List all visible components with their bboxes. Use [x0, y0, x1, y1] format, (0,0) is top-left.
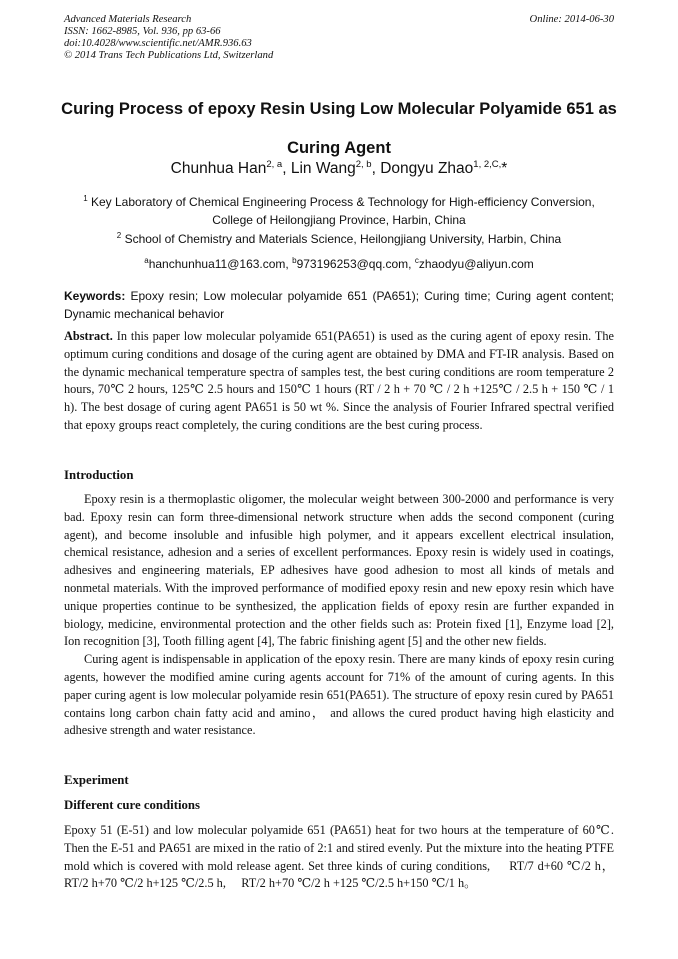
- doi-line: doi:10.4028/www.scientific.net/AMR.936.63: [64, 38, 252, 49]
- affiliation-text: College of Heilongjiang Province, Harbin, China: [212, 212, 466, 227]
- keywords: [64, 288, 614, 323]
- subsection-heading: Different cure conditions: [64, 798, 201, 812]
- email-mark: c: [414, 256, 419, 265]
- email-address: 973196253@qq.com,: [296, 257, 415, 271]
- affiliation-mark: 2: [116, 231, 122, 240]
- journal-header: [64, 14, 273, 62]
- author-name: Chunhua Han: [170, 160, 267, 177]
- abstract-text: In this paper low molecular polyamide 651(PA651) is used as the curing agent of epoxy resin. The optimum curing conditions and dosage of the curing agent are obtained by DMA and FT-IR analysis. Based on the dynamic mechanical temperature spectra of samples test, the best curing conditions are room temperature 2 hours, 70℃ 2 hours, 125℃ 2.5 hours and 150℃ 1 hours (RT / 2 h + 70 ℃ / 2 h +125℃ / 2.5 h + 150 ℃ / 1 h). The best dosage of curing agent PA651 is 50 wt %. Since the analysis of Fourier Infrared spectral verified that epoxy groups react completely, the curing conditions are the best curing process.: [64, 329, 614, 432]
- author-affiliation-mark: 1, 2,C,: [473, 159, 502, 170]
- author-list: [40, 160, 638, 178]
- issn-line: ISSN: 1662-8985, Vol. 936, pp 63-66: [64, 26, 221, 37]
- experiment-body: [64, 822, 627, 893]
- author-name: Dongyu Zhao: [380, 160, 474, 177]
- online-date: Online: 2014-06-30: [529, 14, 614, 25]
- email-address: hanchunhua11@163.com,: [148, 257, 293, 271]
- affiliation-2: [64, 231, 614, 249]
- affiliation-text: School of Chemistry and Materials Science, Heilongjiang University, Harbin, China: [124, 232, 562, 246]
- abstract: [64, 328, 614, 435]
- title-line-2: Curing Agent: [287, 139, 391, 157]
- author-separator: ,: [282, 160, 291, 177]
- email-mark: b: [292, 256, 297, 265]
- affiliation-1: [64, 194, 614, 229]
- copyright-line: © 2014 Trans Tech Publications Ltd, Switzerland: [64, 50, 274, 61]
- email-list: [64, 256, 614, 274]
- paragraph: Epoxy 51 (E-51) and low molecular polyamide 651 (PA651) heat for two hours at the temperature of 60℃. Then the E-51 and PA651 are mixed in the ratio of 2:1 and stired evenly. Put the mixture into the heating PTFE mold which is covered with mold release agent. Set three kinds of curing conditions, RT/7 d+60 ℃/2 h， RT/2 h+70 ℃/2 h+125 ℃/2.5 h, RT/2 h+70 ℃/2 h +125 ℃/2.5 h+150 ℃/1 h。: [64, 823, 627, 891]
- introduction-heading: Introduction: [64, 468, 134, 482]
- abstract-label: Abstract.: [64, 329, 113, 343]
- author-affiliation-mark: 2, b: [355, 159, 372, 170]
- affiliation-mark: 1: [83, 194, 88, 203]
- email-address: zhaodyu@aliyun.com: [418, 257, 534, 271]
- author-affiliation-mark: 2, a: [266, 159, 283, 170]
- paragraph: Curing agent is indispensable in application of the epoxy resin. There are many kinds of epoxy resin curing agents, however the modified amine curing agents account for 71% of the amount of curing agents. In this paper curing agent is low molecular polyamide resin 651(PA651). The structure of epoxy resin cured by PA651 contains long carbon chain fatty acid and amino， and allows the cured product having high elasticity and adhesive strength and water resistance.: [64, 652, 614, 738]
- author-name: Lin Wang: [290, 160, 356, 177]
- affiliation-text: Key Laboratory of Chemical Engineering Process & Technology for High-efficiency Conversion,: [90, 195, 595, 209]
- journal-name: Advanced Materials Research: [64, 14, 192, 25]
- experiment-heading: Experiment: [64, 773, 129, 787]
- keywords-text: Epoxy resin; Low molecular polyamide 651 (PA651); Curing time; Curing agent content; Dynamic mechanical behavior: [64, 289, 614, 321]
- title-line-1: Curing Process of epoxy Resin Using Low Molecular Polyamide 651 as: [61, 100, 617, 118]
- paper-title: [40, 90, 638, 168]
- email-mark: a: [144, 256, 149, 265]
- author-separator: ,: [371, 160, 381, 177]
- corresponding-author-mark: *: [501, 160, 508, 177]
- paragraph: Epoxy resin is a thermoplastic oligomer, the molecular weight between 300-2000 and performance is very bad. Epoxy resin can form three-dimensional network structure when adds the second component (curing agent), and become insoluble and infusible high polymer, and it appears excellent electrical insulation, chemical resistance, adhesion and a series of excellent performances. Epoxy resin is widely used in coatings, adhesives and engineering materials, EP adhesives have good adhesion to most all kinds of metals and nonmetal materials. With the improved performance of modified epoxy resin and new epoxy resin which have unique properties continue to be synthesized, the application fields of epoxy resin are further expanded in biology, medicine, environmental protection and the other fields such as: Protein fixed [1], Enzyme load [2], Ion recognition [3], Tooth filling agent [4], The fabric finishing agent [5] and the other new fields.: [64, 492, 614, 649]
- keywords-label: Keywords:: [64, 289, 126, 303]
- introduction-body: [64, 491, 614, 740]
